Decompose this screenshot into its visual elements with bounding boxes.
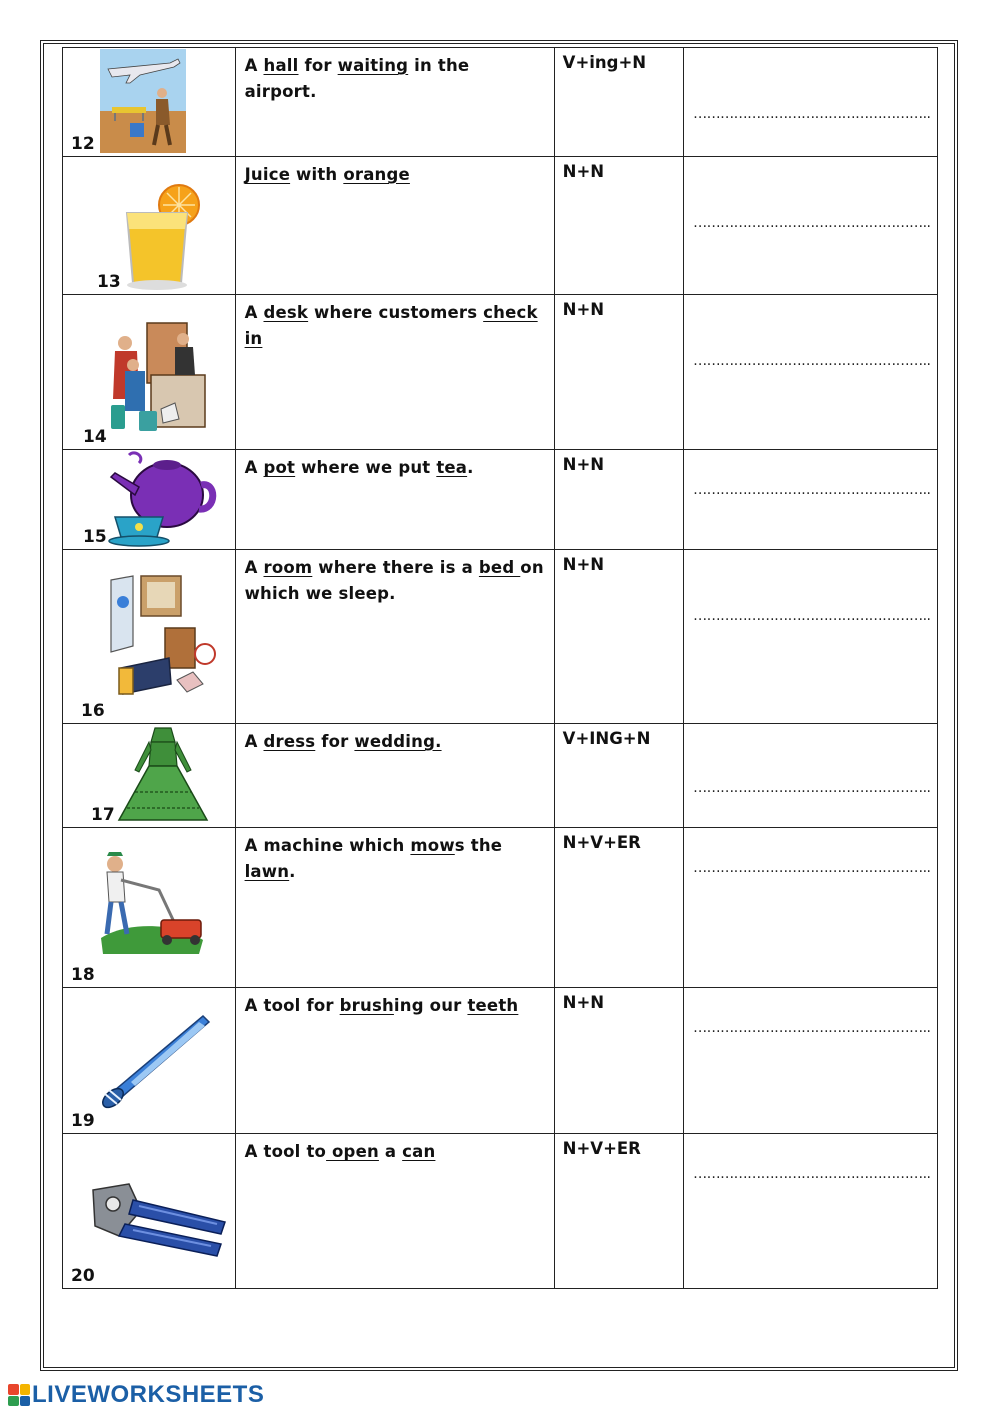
picture-cell [63,1134,236,1289]
definition-fragment: A [244,558,264,577]
definition-cell [235,828,554,988]
lawn-mower-icon [99,850,207,960]
formula-cell [554,724,683,828]
answer-blank[interactable]: …………………………………………….. [693,608,931,624]
teapot-icon [105,451,217,547]
answer-cell[interactable] [684,550,938,724]
answer-cell[interactable] [684,1134,938,1289]
answer-blank[interactable]: …………………………………………….. [693,215,931,231]
picture-cell [63,724,236,828]
definition-cell [235,48,554,157]
formula-text: N+V+ER [562,1139,641,1158]
formula-text: N+V+ER [562,833,641,852]
picture-cell [63,828,236,988]
definition-fragment: . [467,458,474,477]
check-in-desk-icon [109,319,209,439]
underlined-keyword: mow [410,836,455,855]
answer-cell[interactable] [684,450,938,550]
answer-blank[interactable]: …………………………………………….. [693,353,931,369]
item-number: 17 [91,805,115,825]
item-number: 14 [83,427,107,447]
definition-fragment: where there is a [312,558,479,577]
picture-cell [63,48,236,157]
definition-cell [235,157,554,295]
underlined-keyword: tea [436,458,468,477]
answer-blank[interactable]: …………………………………………….. [693,1166,931,1182]
definition-cell [235,450,554,550]
formula-text: N+N [562,162,605,181]
definition-cell [235,724,554,828]
definition-fragment: A [244,303,264,322]
table-row [63,295,938,450]
definition-cell [235,295,554,450]
definition-cell [235,1134,554,1289]
definition-fragment: on which we sleep. [244,558,544,603]
underlined-keyword: check in [244,303,538,348]
underlined-keyword: desk [263,303,309,322]
picture-cell [63,988,236,1134]
answer-cell[interactable] [684,724,938,828]
underlined-keyword: wedding. [354,732,442,751]
formula-text: N+N [562,993,605,1012]
footer-brand[interactable] [8,1381,264,1409]
underlined-keyword: bed [478,558,521,577]
underlined-keyword: hall [263,56,299,75]
formula-cell [554,828,683,988]
table-row [63,157,938,295]
answer-blank[interactable]: …………………………………………….. [693,106,931,122]
answer-blank[interactable]: …………………………………………….. [693,1020,931,1036]
table-row [63,450,938,550]
definition-text [236,828,554,885]
definition-fragment: A tool for [244,996,340,1015]
formula-text: N+N [562,555,605,574]
definition-text [236,295,554,352]
underlined-keyword: orange [343,165,410,184]
orange-juice-icon [121,183,205,291]
item-number: 16 [81,701,105,721]
definition-fragment: . [289,862,296,881]
definition-fragment: in the airport. [244,56,470,101]
underlined-keyword: open [326,1142,379,1161]
footer-brand-text: LIVEWORKSHEETS [32,1381,265,1408]
answer-cell[interactable] [684,988,938,1134]
answer-cell[interactable] [684,828,938,988]
can-opener-icon [89,1180,229,1260]
airport-waiting-hall-icon [100,49,186,153]
underlined-keyword: Juice [244,165,291,184]
item-number: 13 [97,272,121,292]
formula-text: N+N [562,300,605,319]
definition-text [236,48,554,105]
wedding-dress-icon [115,726,211,824]
answer-cell[interactable] [684,295,938,450]
item-number: 18 [71,965,95,985]
definition-fragment: for [298,56,338,75]
formula-cell [554,550,683,724]
definition-fragment: s the [454,836,503,855]
picture-cell [63,157,236,295]
definition-fragment: A [244,458,264,477]
underlined-keyword: can [402,1142,436,1161]
underlined-keyword: dress [263,732,316,751]
formula-text: V+ing+N [562,53,647,72]
definition-fragment: ing our [393,996,468,1015]
definition-text [236,1134,554,1165]
formula-cell [554,1134,683,1289]
formula-cell [554,48,683,157]
definition-fragment: where customers [308,303,484,322]
item-number: 20 [71,1266,95,1286]
definition-fragment: a [378,1142,403,1161]
definition-text [236,157,554,188]
underlined-keyword: lawn [244,862,290,881]
definition-fragment: A tool to [244,1142,327,1161]
answer-blank[interactable]: …………………………………………….. [693,482,931,498]
definition-fragment: A machine which [244,836,411,855]
table-row [63,828,938,988]
liveworksheets-logo-icon [8,1384,30,1406]
formula-cell [554,157,683,295]
definition-text [236,724,554,755]
definition-cell [235,550,554,724]
definition-text [236,550,554,607]
definition-cell [235,988,554,1134]
table-row [63,550,938,724]
underlined-keyword: pot [263,458,296,477]
answer-blank[interactable]: …………………………………………….. [693,780,931,796]
toothbrush-icon [95,1012,213,1112]
table-row [63,48,938,157]
picture-cell [63,450,236,550]
table-row [63,988,938,1134]
item-number: 15 [83,527,107,547]
formula-cell [554,295,683,450]
definition-fragment: for [315,732,355,751]
answer-cell[interactable] [684,48,938,157]
answer-cell[interactable] [684,157,938,295]
table-row [63,724,938,828]
table-row [63,1134,938,1289]
formula-text: N+N [562,455,605,474]
definition-fragment: A [244,56,264,75]
underlined-keyword: teeth [467,996,519,1015]
bedroom-icon [107,572,219,700]
formula-text: V+ING+N [562,729,651,748]
formula-cell [554,988,683,1134]
item-number: 19 [71,1111,95,1131]
answer-blank[interactable]: …………………………………………….. [693,860,931,876]
definition-text [236,450,554,481]
definition-fragment: where we put [295,458,437,477]
worksheet-table [62,47,938,1289]
underlined-keyword: waiting [337,56,409,75]
item-number: 12 [71,134,95,154]
picture-cell [63,550,236,724]
definition-fragment: with [290,165,344,184]
picture-cell [63,295,236,450]
underlined-keyword: brush [339,996,394,1015]
formula-cell [554,450,683,550]
underlined-keyword: room [263,558,313,577]
definition-text [236,988,554,1019]
definition-fragment: A [244,732,264,751]
